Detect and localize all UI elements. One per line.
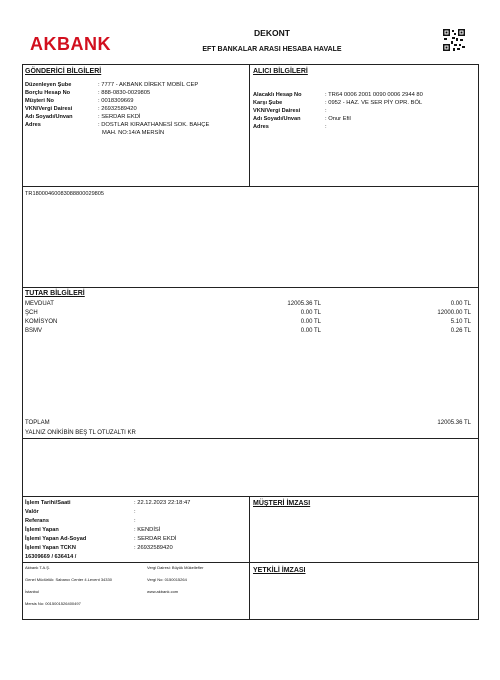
sender-label: Borçlu Hesap No bbox=[25, 90, 71, 96]
amount-in-words: YALNIZ ONİKİBİN BEŞ TL OTUZALTI KR bbox=[25, 430, 136, 436]
receiver-label: Adres bbox=[253, 124, 269, 130]
receiver-value: : 0952 - HAZ. VE SER PİY OPR. BÖL bbox=[325, 100, 423, 106]
party-divider-bottom bbox=[22, 186, 479, 187]
receiver-label: Adı Soyadı/Unvan bbox=[253, 116, 301, 122]
amount-label: MEVDUAT bbox=[25, 301, 54, 307]
sender-value: : DOSTLAR KIRAATHANESİ SOK. BAHÇE bbox=[98, 122, 210, 128]
transaction-code: 16309669 / 636414 / bbox=[25, 554, 77, 560]
amount-right: 12000.00 TL bbox=[437, 310, 471, 316]
sender-label: VKN/Vergi Dairesi bbox=[25, 106, 73, 112]
reference-code: TR18000460083088800029805 bbox=[25, 191, 105, 197]
amount-left: 0.00 TL bbox=[300, 319, 321, 325]
footer-right-line: www.akbank.com bbox=[147, 589, 179, 594]
transaction-divider-top bbox=[22, 496, 479, 497]
footer-left-line: Mersis No: 0015001526400497 bbox=[25, 601, 81, 606]
amount-left: 12005.36 TL bbox=[287, 301, 321, 307]
transaction-divider-middle bbox=[249, 496, 250, 620]
receiver-value: : TR64 0006 2001 0090 0006 2944 80 bbox=[325, 92, 423, 98]
sender-label: Adres bbox=[25, 122, 41, 128]
total-label: TOPLAM bbox=[25, 420, 50, 426]
authorized-signature-label: YETKİLİ İMZASI bbox=[253, 567, 306, 574]
sender-label: Düzenleyen Şube bbox=[25, 82, 72, 88]
transaction-value: : KENDİSİ bbox=[134, 527, 161, 533]
footer-left-line: Genel Müdürlük: Sabancı Center 4.Levent 34330 bbox=[25, 577, 112, 582]
sender-heading: GÖNDERİCİ BİLGİLERİ bbox=[25, 68, 102, 75]
receiver-value: : bbox=[325, 124, 327, 130]
footer-right-line: Vergi No: 0150015264 bbox=[147, 577, 187, 582]
footer-left-line: Akbank T.A.Ş. bbox=[25, 565, 51, 570]
receiver-heading: ALICI BİLGİLERİ bbox=[253, 68, 308, 75]
reference-divider bbox=[22, 287, 479, 288]
transaction-value: : 22.12.2023 22:18:47 bbox=[134, 500, 191, 506]
total-value: 12005.36 TL bbox=[437, 420, 471, 426]
transaction-label: Valör bbox=[25, 509, 39, 515]
document-subtitle: EFT BANKALAR ARASI HESABA HAVALE bbox=[202, 46, 342, 53]
amount-right: 0.26 TL bbox=[450, 328, 471, 334]
receiver-label: VKN/Vergi Dairesi bbox=[253, 108, 301, 114]
transaction-label: İşlemi Yapan bbox=[25, 527, 59, 533]
sender-label: Müşteri No bbox=[25, 98, 54, 104]
sender-value: : 0018309669 bbox=[98, 98, 134, 104]
amount-left: 0.00 TL bbox=[300, 310, 321, 316]
amount-label: ŞCH bbox=[25, 310, 38, 316]
footer-right-line: Vergi Dairesi: Büyük Mükellefler bbox=[147, 565, 204, 570]
amount-right: 5.10 TL bbox=[450, 319, 471, 325]
document-title: DEKONT bbox=[254, 28, 290, 38]
sender-value: : 888-0830-0029805 bbox=[98, 90, 151, 96]
transaction-label: Referans bbox=[25, 518, 49, 524]
transaction-label: İşlemi Yapan TCKN bbox=[25, 545, 76, 551]
transaction-label: İşlem Tarihi/Saati bbox=[25, 500, 71, 506]
amounts-divider bbox=[22, 438, 479, 439]
receiver-label: Karşı Şube bbox=[253, 100, 283, 106]
amounts-heading: TUTAR BİLGİLERİ bbox=[25, 290, 85, 297]
amount-left: 0.00 TL bbox=[300, 328, 321, 334]
amount-right: 0.00 TL bbox=[450, 301, 471, 307]
receiver-label: Alacaklı Hesap No bbox=[253, 92, 302, 98]
amount-label: KOMİSYON bbox=[25, 319, 58, 325]
sender-value: : SERDAR EKDİ bbox=[98, 114, 141, 120]
sender-value: : 26932589420 bbox=[98, 106, 137, 112]
receipt-sheet bbox=[22, 22, 479, 664]
sender-label: Adı Soyadı/Unvan bbox=[25, 114, 73, 120]
party-divider-middle bbox=[249, 64, 250, 186]
transaction-value: : bbox=[134, 509, 136, 515]
transaction-label: İşlemi Yapan Ad-Soyad bbox=[25, 536, 87, 542]
footer-left-line: İstanbul bbox=[25, 589, 40, 594]
qr-code-icon bbox=[442, 28, 466, 52]
customer-signature-label: MÜŞTERİ İMZASI bbox=[253, 500, 311, 507]
sender-value: : 7777 - AKBANK DİREKT MOBİL CEP bbox=[98, 82, 199, 88]
receipt-frame bbox=[22, 64, 479, 620]
transaction-value: : bbox=[134, 518, 136, 524]
akbank-logo: AKBANK bbox=[30, 34, 111, 54]
transaction-value: : SERDAR EKDİ bbox=[134, 536, 177, 542]
receiver-value: : bbox=[325, 108, 327, 114]
transaction-value: : 26932589420 bbox=[134, 545, 173, 551]
sender-address-line2: MAH. NO:14/A MERSİN bbox=[102, 130, 165, 136]
amount-label: BSMV bbox=[25, 328, 43, 334]
receiver-value: : Onur Efil bbox=[325, 116, 351, 122]
transaction-divider-bottom bbox=[22, 562, 479, 563]
